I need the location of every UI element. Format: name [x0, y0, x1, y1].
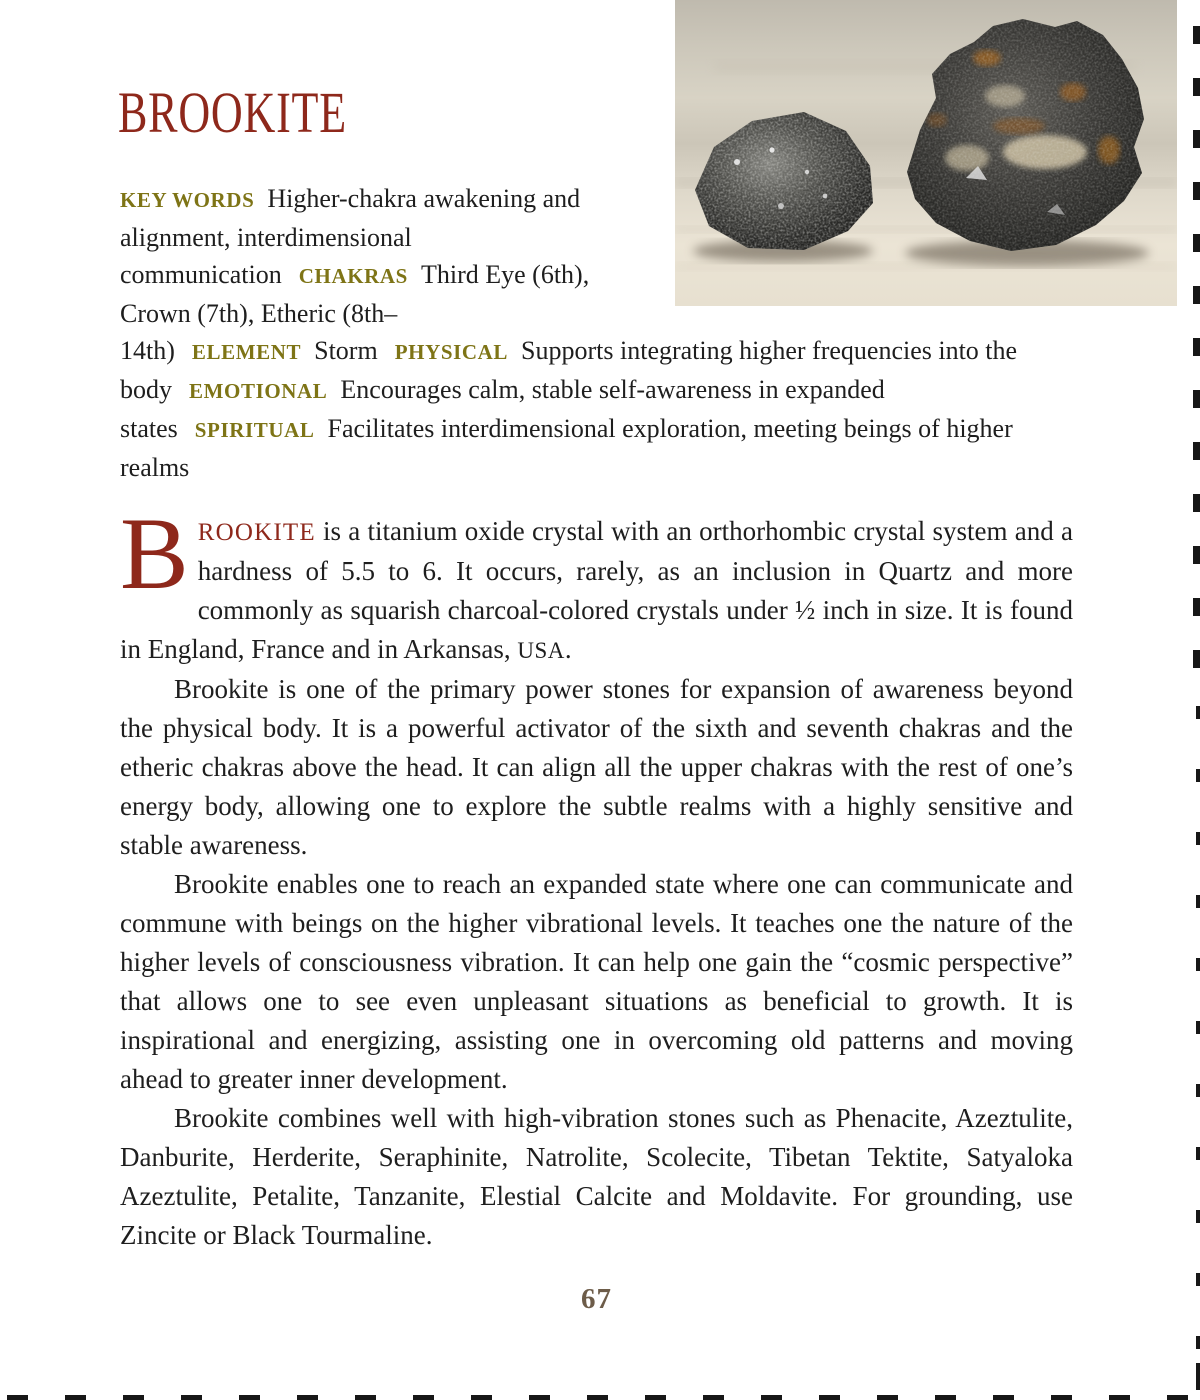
attr-label-chakras: CHAKRAS	[298, 264, 408, 288]
attr-label-key-words: KEY WORDS	[120, 188, 255, 212]
scan-mark-bottom-right	[1196, 1363, 1200, 1390]
body-paragraph-1	[120, 497, 1073, 670]
attr-label-emotional: EMOTIONAL	[189, 379, 328, 403]
drop-cap: B	[120, 497, 189, 611]
attr-value-physical: Supports integrating higher frequencies into the body	[120, 336, 1018, 404]
attr-label-physical: PHYSICAL	[394, 340, 509, 364]
paragraph-1-text: is a titanium oxide crystal with an orthorhombic crystal system and a hardness of 5.5 to 6. It occurs, rarely, as an inclusion in Quartz and more commonly as squarish charcoal-colored crystals under ½ inch in size. It is found in England, France and in Arkansas,	[120, 516, 1073, 664]
attr-value-emotional: Encourages calm, stable self-awareness in expanded states	[120, 375, 885, 443]
body-paragraph-3: Brookite enables one to reach an expanded state where one can communicate and commune with beings on the higher vibrational levels. It teaches one the nature of the higher levels of consciousness vibration. It can help one gain the “cosmic perspective” that allows one to see even unpleasant situations as beneficial to growth. It is inspirational and energizing, assisting one in overcoming old patterns and moving ahead to greater inner development.	[120, 869, 1073, 1094]
scan-marks-bottom	[7, 1395, 1193, 1400]
paragraph-1-period: .	[564, 634, 572, 664]
scan-marks-right-lower	[1196, 706, 1200, 1361]
scan-marks-right-upper	[1193, 26, 1200, 672]
attr-value-spiritual: Facilitates interdimensional exploration, meeting beings of higher realms	[120, 414, 1013, 482]
lead-small-caps: ROOKITE	[197, 519, 316, 546]
attr-label-spiritual: SPIRITUAL	[194, 418, 315, 442]
photo-text-wrap-spacer	[653, 180, 1073, 308]
body-paragraph-2: Brookite is one of the primary power stones for expansion of awareness beyond the physical body. It is a powerful activator of the sixth and seventh chakras and the etheric chakras above the head. It can align all the upper chakras with the rest of one’s energy body, allowing one to explore the subtle realms with a highly sensitive and stable awareness.	[120, 674, 1073, 860]
page-number: 67	[581, 1283, 612, 1315]
attr-value-chakras: Third Eye (6th), Crown (7th), Etheric (8th–14th)	[120, 260, 590, 365]
attr-label-element: ELEMENT	[191, 340, 302, 364]
usa-small-caps: USA	[517, 638, 565, 663]
body-text	[120, 497, 1073, 1255]
body-paragraph-4: Brookite combines well with high-vibration stones such as Phenacite, Azeztulite, Danburite, Herderite, Seraphinite, Natrolite, Scolecite, Tibetan Tektite, Satyaloka Azeztulite, Petalite, Tanzanite, Elestial Calcite and Moldavite. For grounding, use Zincite or Black Tourmaline.	[120, 1103, 1073, 1250]
attr-value-key-words: Higher-chakra awakening and alignment, interdimensional communication	[120, 184, 581, 289]
attributes-section	[120, 180, 1073, 486]
attr-value-element: Storm	[314, 336, 378, 365]
page-title: BROOKITE	[118, 80, 347, 145]
